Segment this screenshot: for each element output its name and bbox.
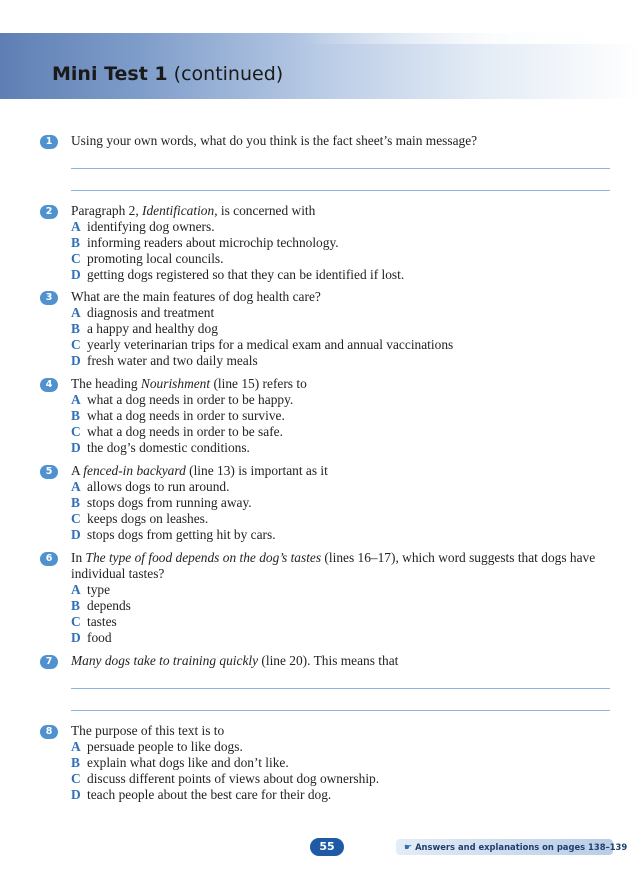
option-c[interactable]: [71, 771, 611, 787]
header-strip: [300, 33, 640, 44]
option-a[interactable]: [71, 582, 611, 598]
option-text: persuade people to like dogs.: [87, 739, 243, 754]
question-text: [71, 133, 611, 149]
option-text: keeps dogs on leashes.: [87, 511, 209, 526]
option-letter: C: [71, 511, 81, 526]
question-number-badge: 3: [40, 291, 58, 305]
question-text-italic: The type of food depends on the dog’s tastes: [85, 550, 322, 565]
answers-note-text: Answers and explanations on pages 138–139: [415, 842, 628, 852]
option-text: what a dog needs in order to survive.: [87, 408, 285, 423]
option-d[interactable]: [71, 353, 611, 369]
option-text: fresh water and two daily meals: [87, 353, 258, 368]
option-letter: A: [71, 582, 81, 597]
question-text: [71, 376, 611, 392]
question-text: [71, 550, 611, 582]
option-letter: C: [71, 771, 81, 786]
question-text-part: A: [71, 463, 84, 478]
option-letter: D: [71, 267, 81, 282]
option-d[interactable]: [71, 787, 611, 803]
option-letter: D: [71, 353, 81, 368]
question-text-part: The purpose of this text is to: [71, 723, 225, 738]
question-text-italic: fenced-in backyard: [83, 463, 186, 478]
option-text: diagnosis and treatment: [87, 305, 215, 320]
option-text: explain what dogs like and don’t like.: [87, 755, 289, 770]
option-text: tastes: [87, 614, 117, 629]
option-text: promoting local councils.: [87, 251, 224, 266]
option-letter: A: [71, 392, 81, 407]
option-a[interactable]: [71, 305, 611, 321]
option-letter: D: [71, 787, 81, 802]
question-number-badge: 1: [40, 135, 58, 149]
option-text: food: [87, 630, 112, 645]
option-a[interactable]: [71, 219, 611, 235]
pointing-hand-icon: ☛: [404, 843, 413, 853]
option-text: discuss different points of views about dog ownership.: [87, 771, 380, 786]
question-text-italic: Identification: [142, 203, 215, 218]
question-text-italic: Nourishment: [140, 376, 211, 391]
option-d[interactable]: [71, 440, 611, 456]
question-text-italic: Many dogs take to training quickly: [71, 653, 259, 668]
option-c[interactable]: [71, 251, 611, 267]
answer-line[interactable]: [71, 710, 610, 711]
question-text-part: (lines 16–17), which word suggests that dogs have individual tastes?: [71, 550, 596, 581]
question-text: [71, 653, 611, 669]
option-letter: A: [71, 305, 81, 320]
option-a[interactable]: [71, 739, 611, 755]
option-letter: D: [71, 630, 81, 645]
option-text: allows dogs to run around.: [87, 479, 230, 494]
question-text-part: Using your own words, what do you think is the fact sheet’s main message?: [71, 133, 478, 148]
option-text: stops dogs from getting hit by cars.: [87, 527, 276, 542]
question-number-badge: 4: [40, 378, 58, 392]
question-number-badge: 6: [40, 552, 58, 566]
question-number-badge: 8: [40, 725, 58, 739]
option-a[interactable]: [71, 392, 611, 408]
page-title-bold: Mini Test 1: [52, 63, 168, 85]
option-c[interactable]: [71, 337, 611, 353]
question-text: [71, 723, 611, 739]
page-title: [52, 63, 283, 85]
question-text-part: (line 15) refers to: [210, 376, 307, 391]
option-letter: B: [71, 321, 80, 336]
option-letter: D: [71, 440, 81, 455]
page-number: 55: [310, 838, 344, 856]
option-letter: C: [71, 614, 81, 629]
question-text: [71, 463, 611, 479]
option-letter: A: [71, 739, 81, 754]
answer-line[interactable]: [71, 168, 610, 169]
question-text: [71, 203, 611, 219]
option-text: what a dog needs in order to be safe.: [87, 424, 283, 439]
page-title-rest: (continued): [167, 63, 284, 85]
option-text: identifying dog owners.: [87, 219, 215, 234]
question-text-part: In: [71, 550, 86, 565]
question-number-badge: 5: [40, 465, 58, 479]
answer-line[interactable]: [71, 688, 610, 689]
option-text: type: [87, 582, 111, 597]
question-text: [71, 289, 611, 305]
option-d[interactable]: [71, 267, 611, 283]
question-text-part: Paragraph 2,: [71, 203, 143, 218]
option-letter: B: [71, 408, 80, 423]
option-b[interactable]: [71, 495, 611, 511]
option-text: yearly veterinarian trips for a medical exam and annual vaccinations: [87, 337, 454, 352]
answer-line[interactable]: [71, 190, 610, 191]
option-letter: B: [71, 755, 80, 770]
option-b[interactable]: [71, 321, 611, 337]
option-letter: D: [71, 527, 81, 542]
option-b[interactable]: [71, 755, 611, 771]
question-text-part: (line 20). This means that: [258, 653, 399, 668]
option-letter: B: [71, 495, 80, 510]
option-b[interactable]: [71, 598, 611, 614]
question-text-part: The heading: [71, 376, 141, 391]
option-letter: C: [71, 424, 81, 439]
option-text: what a dog needs in order to be happy.: [87, 392, 294, 407]
option-b[interactable]: [71, 235, 611, 251]
option-text: stops dogs from running away.: [87, 495, 252, 510]
option-text: informing readers about microchip technology.: [87, 235, 339, 250]
question-text-part: , is concerned with: [214, 203, 316, 218]
question-text-part: What are the main features of dog health care?: [71, 289, 321, 304]
option-letter: C: [71, 251, 81, 266]
question-text-part: (line 13) is important as it: [185, 463, 328, 478]
option-letter: A: [71, 479, 81, 494]
option-text: the dog’s domestic conditions.: [87, 440, 250, 455]
option-a[interactable]: [71, 479, 611, 495]
option-d[interactable]: [71, 527, 611, 543]
option-letter: B: [71, 235, 80, 250]
option-b[interactable]: [71, 408, 611, 424]
option-text: a happy and healthy dog: [87, 321, 218, 336]
option-letter: A: [71, 219, 81, 234]
option-letter: C: [71, 337, 81, 352]
option-text: getting dogs registered so that they can be identified if lost.: [87, 267, 405, 282]
option-c[interactable]: [71, 424, 611, 440]
option-c[interactable]: [71, 511, 611, 527]
option-c[interactable]: [71, 614, 611, 630]
option-letter: B: [71, 598, 80, 613]
option-text: teach people about the best care for their dog.: [87, 787, 332, 802]
option-text: depends: [87, 598, 131, 613]
question-number-badge: 7: [40, 655, 58, 669]
answers-note[interactable]: [396, 839, 628, 855]
option-d[interactable]: [71, 630, 611, 646]
question-number-badge: 2: [40, 205, 58, 219]
